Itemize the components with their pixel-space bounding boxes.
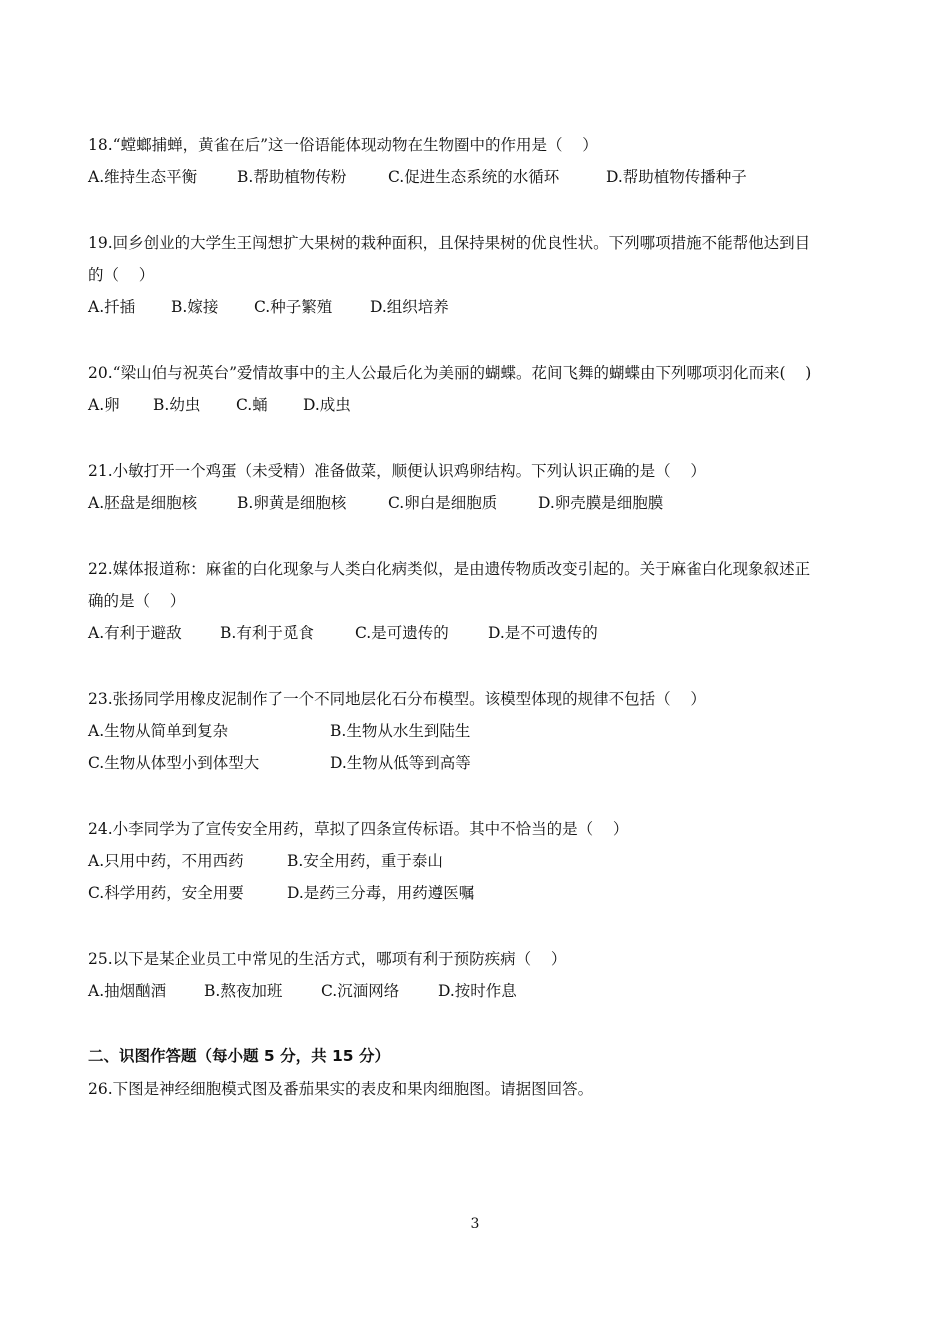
question-24-option-c: C.科学用药，安全用要 [88,884,244,902]
question-21-stem: 21.小敏打开一个鸡蛋（未受精）准备做菜，顺便认识鸡卵结构。下列认识正确的是（ ） [88,462,706,480]
question-19-option-b: B.嫁接 [171,298,219,316]
question-20-option-a: A.卵 [88,396,120,414]
section-2-heading: 二、识图作答题（每小题 5 分，共 15 分） [88,1047,390,1065]
question-18-option-a: A.维持生态平衡 [88,168,198,186]
question-22-stem-line2: 确的是（ ） [88,592,186,610]
question-19-option-c: C.种子繁殖 [254,298,333,316]
question-18-option-d: D.帮助植物传播种子 [606,168,747,186]
question-25-option-c: C.沉湎网络 [321,982,400,1000]
question-21-option-d: D.卵壳膜是细胞膜 [538,494,664,512]
question-22-option-c: C.是可遗传的 [355,624,449,642]
question-25-option-b: B.熬夜加班 [204,982,283,1000]
question-22-stem-line1: 22.媒体报道称：麻雀的白化现象与人类白化病类似，是由遗传物质改变引起的。关于麻雀白化现象叙述正 [88,560,811,578]
question-24-option-b: B.安全用药，重于泰山 [287,852,443,870]
question-25-stem: 25.以下是某企业员工中常见的生活方式，哪项有利于预防疾病（ ） [88,950,567,968]
question-24-option-a: A.只用中药，不用西药 [88,852,244,870]
question-24-option-d: D.是药三分毒，用药遵医嘱 [287,884,475,902]
question-20-option-d: D.成虫 [303,396,351,414]
page-number: 3 [470,1216,480,1232]
question-22-option-b: B.有利于觅食 [220,624,314,642]
question-21-option-a: A.胚盘是细胞核 [88,494,198,512]
question-23-option-b: B.生物从水生到陆生 [330,722,471,740]
question-23-stem: 23.张扬同学用橡皮泥制作了一个不同地层化石分布模型。该模型体现的规律不包括（ ） [88,690,706,708]
question-18-option-c: C.促进生态系统的水循环 [388,168,560,186]
question-23-option-c: C.生物从体型小到体型大 [88,754,260,772]
question-18-option-b: B.帮助植物传粉 [237,168,347,186]
question-24-stem: 24.小李同学为了宣传安全用药，草拟了四条宣传标语。其中不恰当的是（ ） [88,820,629,838]
question-19-option-a: A.扦插 [88,298,136,316]
question-23-option-d: D.生物从低等到高等 [330,754,471,772]
question-23-option-a: A.生物从简单到复杂 [88,722,229,740]
question-25-option-d: D.按时作息 [438,982,517,1000]
question-21-option-c: C.卵白是细胞质 [388,494,498,512]
question-21-option-b: B.卵黄是细胞核 [237,494,347,512]
question-25-option-a: A.抽烟酗酒 [88,982,167,1000]
question-22-option-a: A.有利于避敌 [88,624,182,642]
question-22-option-d: D.是不可遗传的 [488,624,598,642]
question-18-stem: 18.“螳螂捕蝉，黄雀在后”这一俗语能体现动物在生物圈中的作用是（ ） [88,136,598,154]
question-20-option-c: C.蛹 [236,396,268,414]
question-19-option-d: D.组织培养 [370,298,449,316]
question-20-option-b: B.幼虫 [153,396,201,414]
question-20-stem: 20.“梁山伯与祝英台”爱情故事中的主人公最后化为美丽的蝴蝶。花间飞舞的蝴蝶由下列哪项羽化而来( ) [88,364,812,382]
question-19-stem-line2: 的（ ） [88,266,155,284]
question-26-stem: 26.下图是神经细胞模式图及番茄果实的表皮和果肉细胞图。请据图回答。 [88,1080,594,1098]
question-19-stem-line1: 19.回乡创业的大学生王闯想扩大果树的栽种面积，且保持果树的优良性状。下列哪项措施不能帮他达到目 [88,234,811,252]
